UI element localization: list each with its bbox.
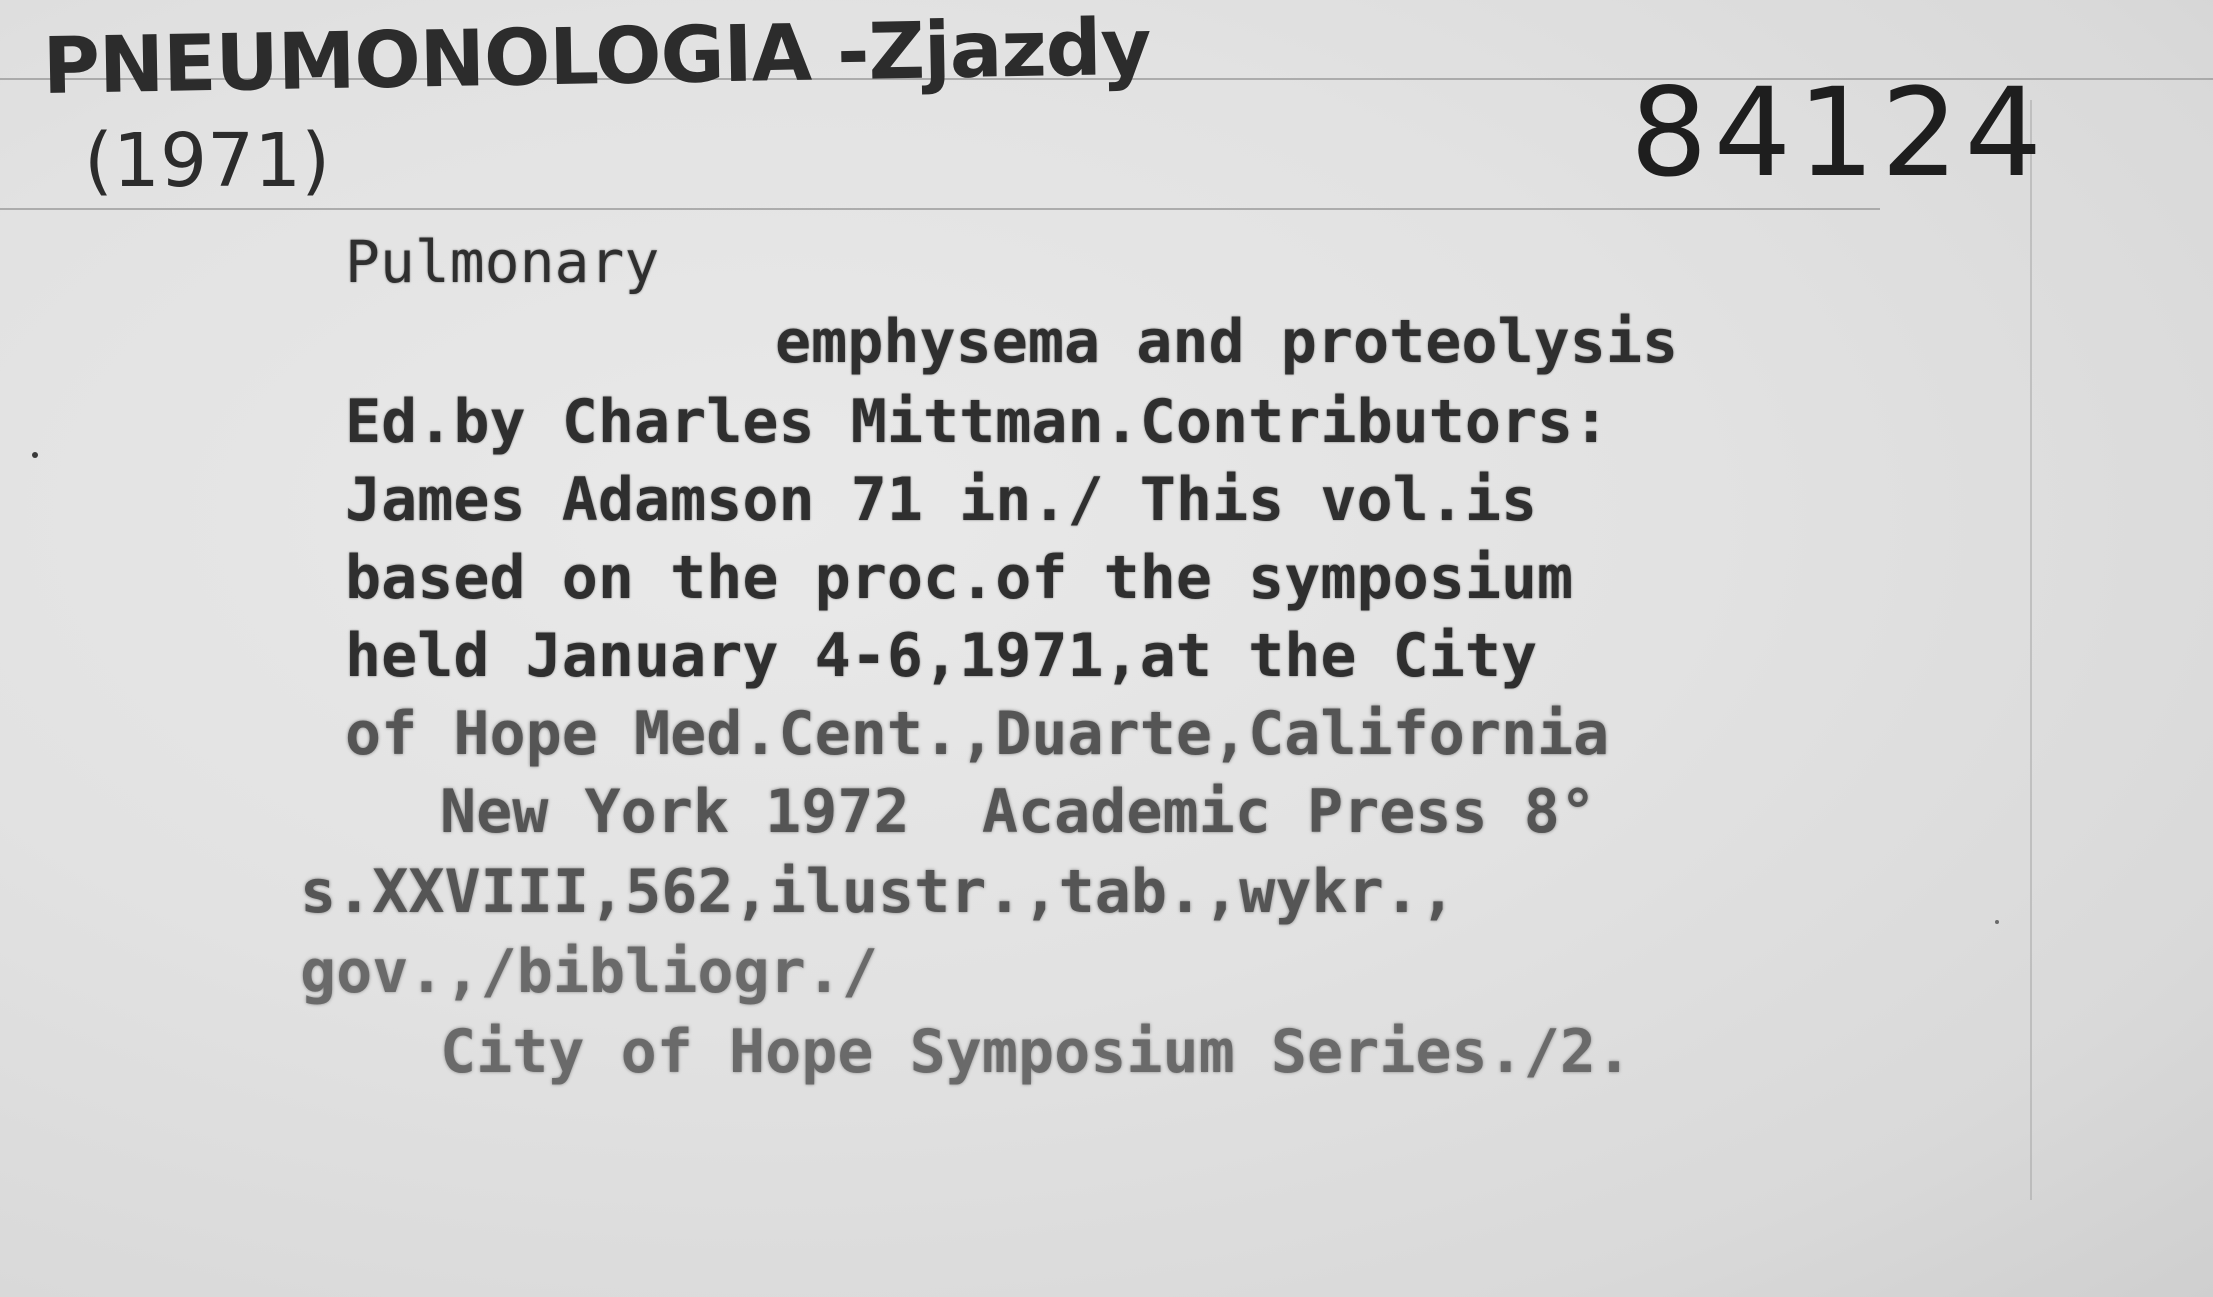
- body-line-1: Ed.by Charles Mittman.Contributors:: [345, 387, 1610, 457]
- subject-heading: PNEUMONOLOGIA -Zjazdy: [42, 2, 1152, 112]
- ink-dot: [1995, 920, 1999, 924]
- call-number: 84124: [1630, 62, 2049, 204]
- second-rule: [0, 208, 1880, 210]
- right-margin-rule: [2030, 100, 2032, 1200]
- imprint-line: New York 1972 Academic Press 8°: [440, 777, 1596, 847]
- series-line: City of Hope Symposium Series./2.: [440, 1017, 1633, 1087]
- title-line-2: emphysema and proteolysis: [775, 307, 1679, 377]
- body-line-2: James Adamson 71 in./ This vol.is: [345, 465, 1538, 535]
- collation-line: s.XXVIII,562,ilustr.,tab.,wykr.,: [300, 857, 1456, 927]
- body-line-5: of Hope Med.Cent.,Duarte,California: [345, 699, 1610, 769]
- year-note: (1971): [84, 118, 331, 204]
- ink-dot: [32, 452, 38, 458]
- title-line-1: Pulmonary: [345, 228, 660, 296]
- body-line-4: held January 4-6,1971,at the City: [345, 621, 1538, 691]
- body-line-3: based on the proc.of the symposium: [345, 543, 1574, 613]
- notes-line: gov.,/bibliogr./: [300, 937, 878, 1007]
